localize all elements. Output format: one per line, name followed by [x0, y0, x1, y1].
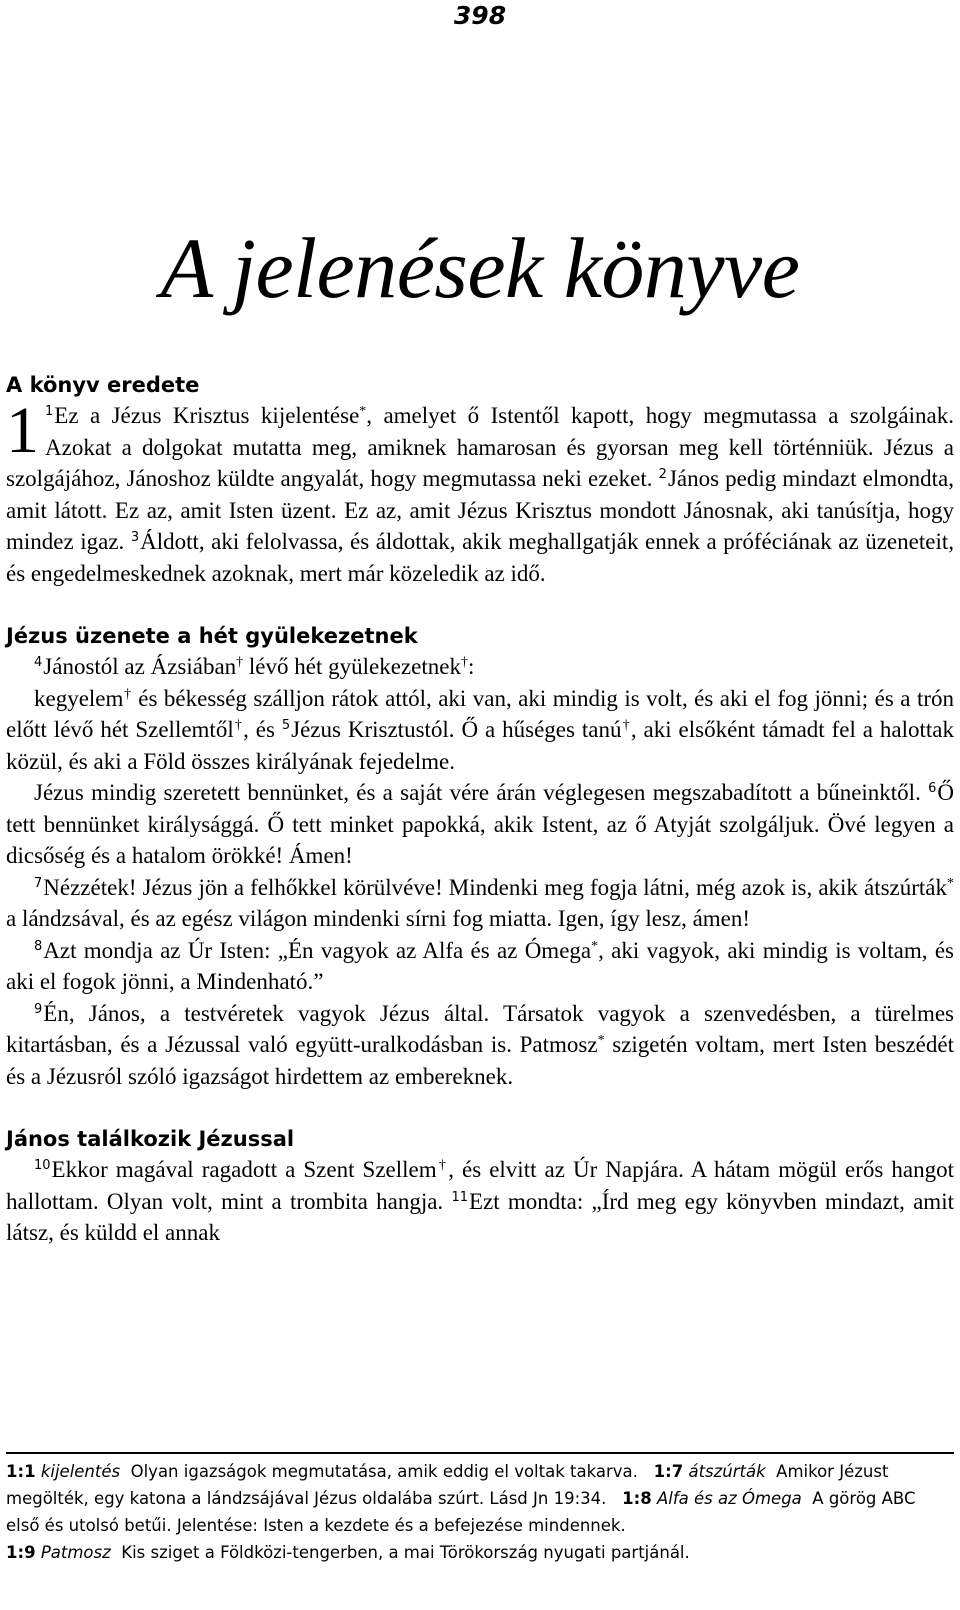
- section-heading: Jézus üzenete a hét gyülekezetnek: [6, 624, 418, 648]
- footnote-text: Olyan igazságok megmutatása, amik eddig el voltak takarva.: [130, 1462, 638, 1481]
- footnotes: [6, 1458, 954, 1566]
- verse-text: és békesség szálljon rátok attól, aki van, aki mindig is volt, és aki el fog jönni; és a trón előtt lévő hét Szellemtől: [6, 685, 954, 742]
- footnote: [6, 1462, 638, 1481]
- footnote-divider: [6, 1452, 954, 1454]
- verse-number: 8: [34, 938, 43, 954]
- verse-text: , aki vagyok, aki mindig is voltam, és aki el fogok jönni, a Mindenható.”: [6, 937, 954, 994]
- chapter-number: 1: [6, 394, 39, 467]
- paragraph: [6, 683, 954, 778]
- footnote-mark: *: [591, 938, 599, 954]
- verse-text: a lándzsával, és az egész világon mindenki sírni fog miatta. Igen, így lesz, ámen!: [6, 906, 751, 931]
- section-heading: A könyv eredete: [6, 373, 200, 397]
- footnote: [6, 1543, 690, 1562]
- verse-text: Áldott, aki felolvassa, és áldottak, akik meghallgatják ennek a próféciának az üzeneteit, és engedelmeskednek azoknak, mert már közeledik az idő.: [6, 529, 954, 586]
- verse-text: Ekkor magával ragadott a Szent Szellem: [51, 1157, 437, 1182]
- verse-text: , aki elsőként támadt fel a halottak közül, és aki a Föld összes királyának fejedelme.: [6, 717, 955, 774]
- verse-number: 7: [34, 875, 43, 891]
- footnote-ref: 1:9: [6, 1543, 36, 1562]
- verse-text: Én, János, a testvéretek vagyok Jézus által. Társatok vagyok a szenvedésben, a türelmes kitartásban, és a Jézussal való együtt-uralkodásban is. Patmosz: [6, 1000, 954, 1057]
- verse-number: 6: [928, 781, 937, 796]
- footnote-mark: *: [597, 1033, 605, 1048]
- footnote-term: kijelentés: [40, 1462, 121, 1481]
- footnote-mark: †: [123, 686, 132, 702]
- verse-text: lévő hét gyülekezetnek: [243, 654, 461, 679]
- verse-number: 5: [281, 718, 291, 733]
- verse-number: 2: [658, 467, 667, 482]
- verse-text: Jánostól az Ázsiában: [43, 654, 237, 679]
- verse-text: kegyelem: [34, 685, 124, 711]
- footnote-mark: †: [436, 1158, 449, 1173]
- verse-text: :: [467, 654, 475, 679]
- footnote-mark: †: [233, 718, 244, 733]
- paragraph: [6, 998, 954, 1093]
- verse-number: 3: [130, 530, 140, 545]
- verse-text: Azt mondja az Úr Isten: „Én vagyok az Alfa és az Ómega: [43, 937, 592, 963]
- footnote-text: A görög ABC első és utolsó betűi. Jelentése: Isten a kezdete és a befejezése mindennek.: [6, 1489, 916, 1535]
- verse-text: Jézus Krisztustól. Ő a hűséges tanú: [291, 717, 622, 742]
- verse-number: 9: [34, 1001, 43, 1017]
- verse-text: Ezt mondta: „Írd meg egy könyvben mindazt, amit látsz, és küldd el annak: [6, 1188, 954, 1245]
- paragraph: [6, 935, 954, 998]
- footnote-mark: *: [947, 875, 954, 891]
- book-title: A jelenések könyve: [160, 220, 800, 316]
- verse-text: János pedig mindazt elmondta, amit látott. Ez az, amit Isten üzent. Ez az, amit Jézus Krisztus mondott Jánosnak, aki tanúsítja, hogy mindez igaz.: [6, 466, 954, 554]
- main-text: [6, 370, 954, 1249]
- verse-number: 11: [451, 1189, 468, 1205]
- verse-text: Ő tett bennünket királysággá. Ő tett minket papokká, akik Istent, az ő Atyját szolgáljuk. Övé legyen a dicsőség és a hatalom örökké! Ámen!: [6, 780, 954, 868]
- footnote-term: Patmosz: [40, 1543, 111, 1562]
- verse-text: , és: [243, 717, 282, 742]
- verse-text: , amelyet ő Istentől kapott, hogy megmutassa a szolgáinak. Azokat a dolgokat mutatta meg, amiknek hamarosan és gyorsan meg kell történniük. Jézus a szolgájához, Jánoshoz küldte angyalát, hogy megmutassa neki ezeket.: [6, 403, 954, 491]
- footnote-ref: 1:8: [622, 1489, 652, 1508]
- verse-number: 10: [34, 1158, 51, 1173]
- verse-text: Ez a Jézus Krisztus kijelentése: [54, 403, 360, 428]
- footnote-text: Amikor Jézust megölték, egy katona a lándzsájával Jézus oldalába szúrt. Lásd Jn 19:34.: [6, 1462, 889, 1508]
- footnote-term: átszúrták: [688, 1462, 766, 1481]
- verse-text: Jézus mindig szeretett bennünket, és a saját vére árán véglegesen megszabadított a bűneinktől.: [34, 780, 929, 805]
- footnote-ref: 1:1: [6, 1462, 36, 1481]
- section-heading: János találkozik Jézussal: [6, 1127, 295, 1151]
- verse-number: 4: [34, 655, 43, 670]
- footnote-mark: †: [236, 655, 244, 670]
- verse-number: 1: [45, 404, 54, 419]
- footnote-mark: †: [460, 655, 468, 670]
- footnote-mark: *: [359, 404, 367, 419]
- verse-text: Nézzétek! Jézus jön a felhőkkel körülvéve! Mindenki meg fogja látni, még azok is, akik átszúrták: [43, 874, 947, 900]
- page-number: 398: [453, 1, 507, 30]
- paragraph: [6, 777, 954, 872]
- footnote-ref: 1:7: [653, 1462, 684, 1481]
- footnote-mark: †: [621, 718, 631, 733]
- paragraph: [6, 651, 954, 683]
- verse-text: szigetén voltam, mert Isten beszédét és a Jézusról szóló igazságot hirdettem az embereknek.: [6, 1032, 954, 1089]
- footnote-term: Alfa és az Ómega: [656, 1489, 802, 1508]
- paragraph: [6, 1154, 954, 1249]
- paragraph: [6, 872, 954, 935]
- verse-text: , és elvitt az Úr Napjára. A hátam mögül erős hangot hallottam. Olyan volt, mint a trombita hangja.: [6, 1157, 954, 1214]
- paragraph: [6, 394, 954, 589]
- footnote-text: Kis sziget a Földközi-tengerben, a mai Törökország nyugati partjánál.: [121, 1543, 690, 1562]
